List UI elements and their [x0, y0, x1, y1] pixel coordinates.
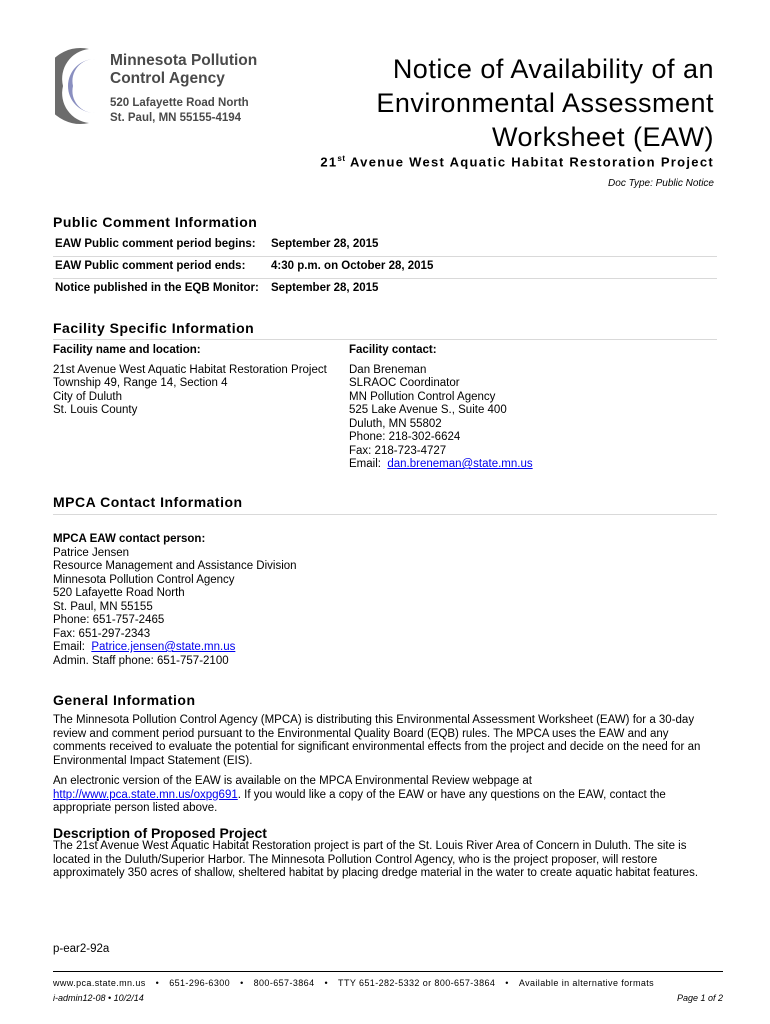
table-row: [53, 257, 717, 279]
mpca-contact-line: 520 Lafayette Road North: [53, 587, 185, 599]
address-line1: 520 Lafayette Road North: [110, 97, 249, 109]
mpca-contact-line: Minnesota Pollution Control Agency: [53, 573, 235, 586]
footer-formats: Available in alternative formats: [518, 978, 655, 988]
email-prefix: Email:: [349, 458, 388, 470]
footer-phone2: 800-657-3864: [253, 978, 315, 988]
agency-name: [110, 52, 257, 88]
title-line2: Environmental Assessment: [376, 88, 714, 118]
project-description-heading: Description of Proposed Project: [53, 825, 267, 841]
footer-bullet: •: [505, 978, 509, 988]
mpca-contact-line: Fax: 651-297-2343: [53, 627, 151, 640]
agency-name-line2: Control Agency: [110, 70, 225, 87]
document-code: p-ear2-92a: [53, 943, 110, 955]
row-label: Notice published in the EQB Monitor:: [55, 282, 259, 294]
footer-page-number: Page 1 of 2: [676, 993, 723, 1003]
facility-contact-column: [349, 344, 649, 472]
email-prefix: Email:: [53, 641, 92, 653]
general-info-heading: General Information: [53, 692, 196, 708]
facility-contact-label: Facility contact:: [349, 344, 437, 356]
eaw-webpage-link[interactable]: http://www.pca.state.mn.us/oxpg691: [53, 788, 238, 801]
footer-divider: [53, 971, 723, 972]
subtitle-text: Avenue West Aquatic Habitat Restoration Project: [345, 154, 714, 170]
facility-contact-line: SLRAOC Coordinator: [349, 377, 460, 389]
footer-bullet: •: [155, 978, 160, 988]
para2-prefix: An electronic version of the EAW is available on the MPCA Environmental Review webpage at: [53, 775, 532, 787]
mpca-admin-phone: Admin. Staff phone: 651-757-2100: [53, 654, 229, 667]
document-title: [294, 52, 714, 154]
facility-heading: Facility Specific Information: [53, 320, 255, 336]
footer-phone1: 651-296-6300: [169, 978, 231, 988]
facility-contact-line: 525 Lake Avenue S., Suite 400: [349, 404, 507, 416]
facility-contact-line: Phone: 218-302-6624: [349, 431, 461, 443]
row-value: 4:30 p.m. on October 28, 2015: [269, 257, 717, 279]
facility-contact-line: Dan Breneman: [349, 363, 427, 376]
public-comment-heading: Public Comment Information: [53, 214, 258, 230]
title-line3: Worksheet (EAW): [491, 122, 714, 152]
mpca-contact-heading: MPCA Contact Information: [53, 494, 243, 510]
footer-contact-line: [53, 978, 723, 988]
table-row: [53, 235, 717, 257]
facility-name-line: Township 49, Range 14, Section 4: [53, 377, 228, 389]
facility-contact-line: Duluth, MN 55802: [349, 417, 442, 430]
public-comment-table: [53, 235, 717, 300]
footer-tty: TTY 651-282-5332 or 800-657-3864: [338, 978, 496, 988]
footer-website: www.pca.state.mn.us: [53, 978, 146, 988]
footer-form-id: i-admin12-08 • 10/2/14: [53, 993, 144, 1003]
row-label: EAW Public comment period begins:: [53, 235, 269, 257]
general-info-paragraph-2: [53, 775, 718, 816]
agency-address: [110, 96, 249, 126]
mpca-contact-line: St. Paul, MN 55155: [53, 600, 153, 613]
footer-bullet: •: [240, 978, 244, 988]
title-line1: Notice of Availability of an: [392, 54, 714, 84]
doc-type: Doc Type: Public Notice: [608, 178, 714, 189]
mpca-contact-line: Patrice Jensen: [53, 546, 130, 559]
facility-name-line: City of Duluth: [53, 390, 123, 403]
mpca-contact-line: Resource Management and Assistance Division: [53, 560, 297, 572]
para2-suffix: . If you would like a copy of the EAW or have any questions on the EAW, contact the appropriate person listed above.: [53, 788, 666, 814]
row-label: EAW Public comment period ends:: [53, 257, 269, 279]
footer-bullet: •: [324, 978, 329, 988]
agency-name-line1: Minnesota Pollution: [110, 52, 258, 69]
facility-contact-line: MN Pollution Control Agency: [349, 390, 496, 403]
facility-name-column: [53, 344, 343, 418]
mpca-contact-block: [53, 533, 453, 668]
general-info-paragraph-1: The Minnesota Pollution Control Agency (MPCA) is distributing this Environmental Assessment Worksheet (EAW) for a 30-day review and comment period pursuant to the Environmental Quality Board (EQB) rules. The MPCA uses the EAW and any comments received to evaluate the potential for significant environmental effects from the project and decide on the need for an Environmental Impact Statement (EIS).: [53, 714, 701, 767]
facility-contact-line: Fax: 218-723-4727: [349, 444, 447, 457]
mpca-contact-line: Phone: 651-757-2465: [53, 614, 165, 626]
facility-name-line: St. Louis County: [53, 404, 138, 416]
mpca-contact-divider: [53, 514, 717, 515]
project-subtitle: [320, 154, 714, 169]
facility-contact-email-link[interactable]: dan.breneman@state.mn.us: [387, 458, 533, 470]
mpca-contact-label: MPCA EAW contact person:: [53, 533, 206, 545]
project-description-paragraph: The 21st Avenue West Aquatic Habitat Restoration project is part of the St. Louis River Area of Concern in Duluth. The site is located in the Duluth/Superior Harbor. The Minnesota Pollution Control Agency, who is the project proposer, will restore approximately 350 acres of shallow, sheltered habitat by placing dredge material in the water to create aquatic habitat features.: [53, 840, 699, 879]
table-row: [53, 279, 717, 301]
row-value: September 28, 2015: [269, 235, 717, 257]
mpca-contact-email-link[interactable]: Patrice.jensen@state.mn.us: [91, 641, 236, 653]
row-value: September 28, 2015: [271, 282, 379, 294]
mpca-logo-icon: [55, 45, 101, 127]
subtitle-number: 21: [320, 154, 338, 170]
address-line2: St. Paul, MN 55155-4194: [110, 112, 242, 124]
subtitle-superscript: st: [337, 154, 346, 163]
facility-name-label: Facility name and location:: [53, 344, 201, 356]
facility-name-line: 21st Avenue West Aquatic Habitat Restoration Project: [53, 363, 327, 376]
facility-divider: [53, 339, 717, 340]
mpca-contact-email-line: [53, 641, 453, 655]
facility-contact-email-line: [349, 458, 649, 472]
